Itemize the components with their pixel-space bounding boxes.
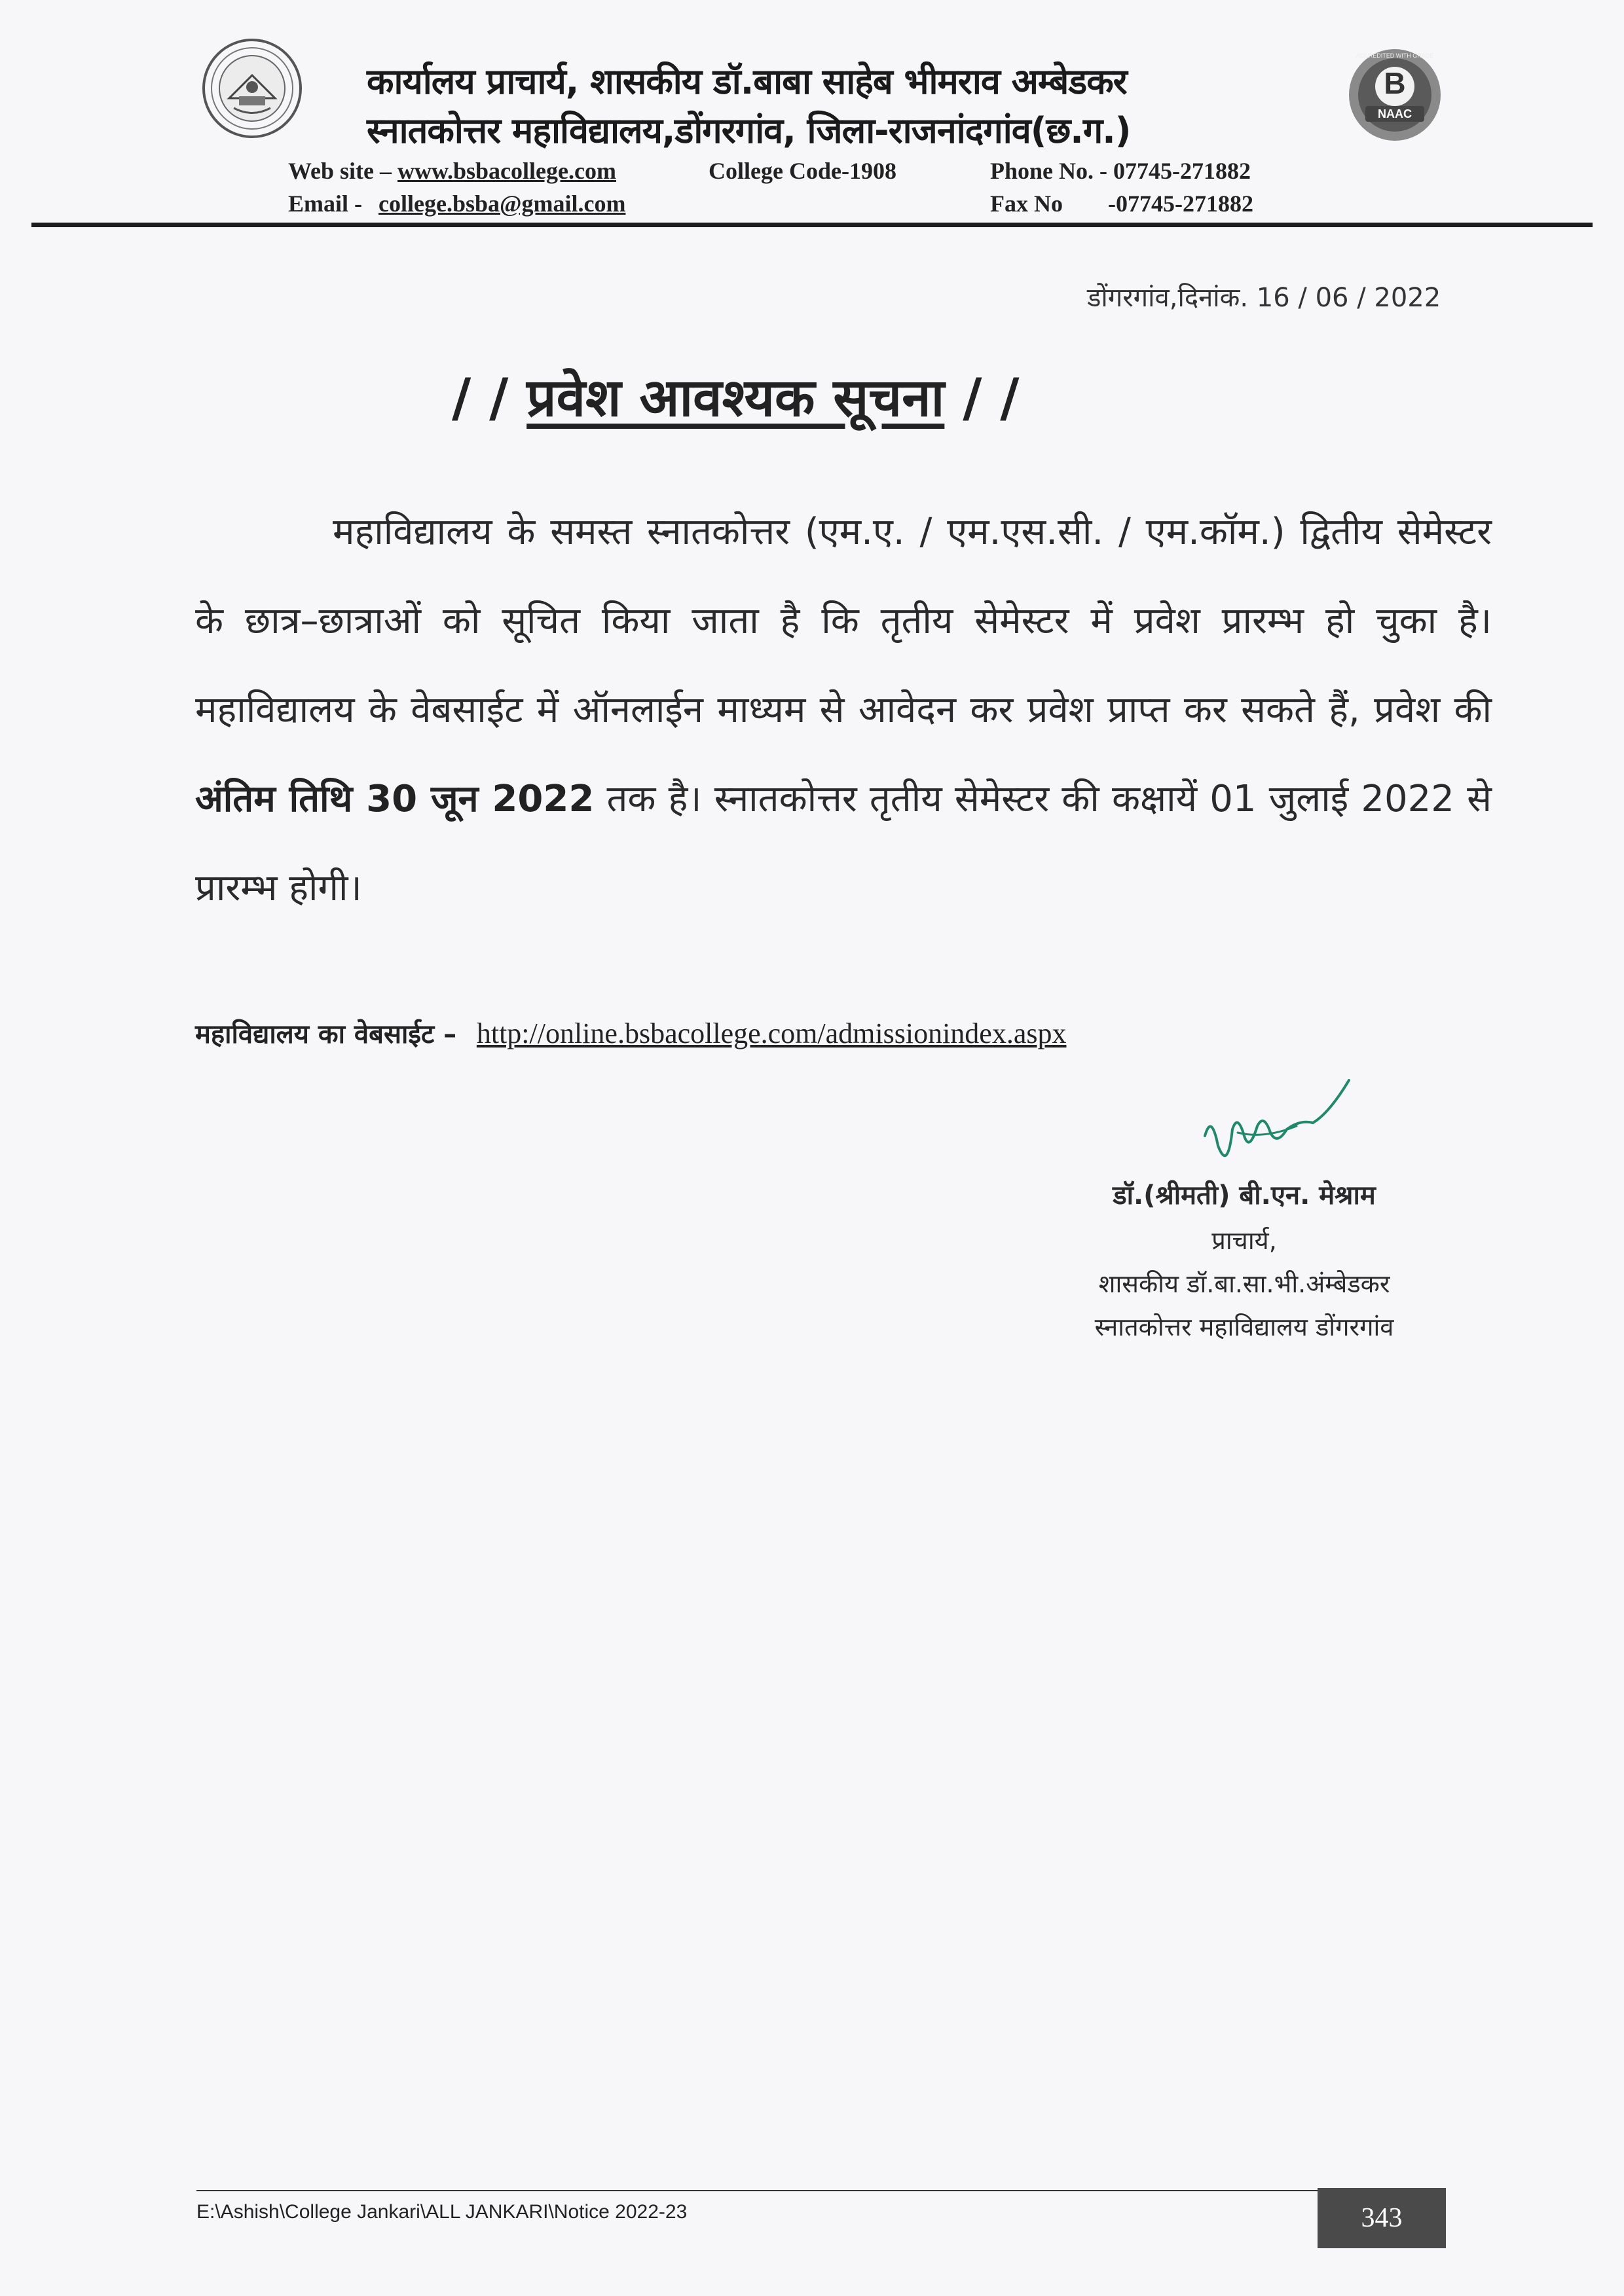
office-title-line1: कार्यालय प्राचार्य, शासकीय डॉ.बाबा साहेब भीमराव अम्बेडकर	[367, 61, 1127, 102]
signature-icon	[1192, 1074, 1362, 1172]
naac-ring-text: ACCREDITED WITH GRADE	[1356, 52, 1434, 59]
email-link[interactable]: college.bsba@gmail.com	[378, 191, 626, 217]
signatory-name: डॉ.(श्रीमती) बी.एन. मेश्राम	[1113, 1180, 1376, 1211]
notice-body	[195, 488, 1492, 933]
file-path: E:\Ashish\College Jankari\ALL JANKARI\Notice 2022-23	[196, 2201, 688, 2223]
notice-date: डोंगरगांव,दिनांक. 16 / 06 / 2022	[1087, 283, 1441, 313]
footer-divider	[196, 2190, 1444, 2191]
body-part2: तक है। स्नातकोत्तर तृतीय सेमेस्टर की कक्षायें 01 जुलाई 2022 से प्रारम्भ होगी।	[195, 778, 1492, 909]
notice-title	[452, 360, 1238, 431]
website-link[interactable]: www.bsbacollege.com	[397, 158, 616, 184]
college-logo-icon	[200, 36, 304, 141]
website-label: Web site –	[288, 158, 392, 184]
website-contact	[288, 157, 616, 185]
title-text: प्रवेश आवश्यक सूचना	[526, 367, 945, 428]
naac-grade: B	[1384, 66, 1406, 100]
website-row	[195, 1015, 1066, 1051]
admission-url-link[interactable]: http://online.bsbacollege.com/admissionindex.aspx	[476, 1017, 1067, 1049]
email-contact	[288, 190, 625, 217]
office-title-line2: स्नातकोत्तर महाविद्यालय,डोंगरगांव, जिला-राजनांदगांव(छ.ग.)	[367, 110, 1131, 151]
title-suffix: / /	[963, 367, 1020, 428]
body-deadline: अंतिम तिथि 30 जून 2022	[195, 778, 595, 820]
signatory-institution-line1: शासकीय डॉ.बा.सा.भी.अंम्बेडकर	[1098, 1269, 1390, 1298]
body-part1: महाविद्यालय के समस्त स्नातकोत्तर (एम.ए. / एम.एस.सी. / एम.कॉम.) द्वितीय सेमेस्टर के छात्र–छात्राओं को सूचित किया जाता है कि तृतीय सेमेस्टर में प्रवेश प्रारम्भ हो चुका है। महाविद्यालय के वेबसाईट में ऑनलाईन माध्यम से आवेदन कर प्रवेश प्राप्त कर सकते हैं, प्रवेश की	[195, 511, 1492, 731]
phone-number: Phone No. - 07745-271882	[990, 158, 1251, 184]
fax-contact	[990, 190, 1253, 217]
signatory-designation: प्राचार्य,	[1211, 1226, 1277, 1255]
signatory-institution-line2: स्नातकोत्तर महाविद्यालय डोंगरगांव	[1094, 1313, 1394, 1341]
fax-number: -07745-271882	[1108, 191, 1253, 217]
page-number: 343	[1318, 2188, 1446, 2248]
signatory-block	[995, 1172, 1493, 1349]
naac-badge	[1346, 46, 1444, 144]
email-label: Email -	[288, 191, 362, 217]
fax-label: Fax No	[990, 191, 1063, 217]
naac-label: NAAC	[1378, 107, 1412, 120]
header-divider	[31, 223, 1593, 227]
title-prefix: / /	[452, 367, 509, 428]
website-row-label: महाविद्यालय का वेबसाईट –	[195, 1019, 457, 1049]
college-code: College Code-1908	[709, 158, 896, 184]
